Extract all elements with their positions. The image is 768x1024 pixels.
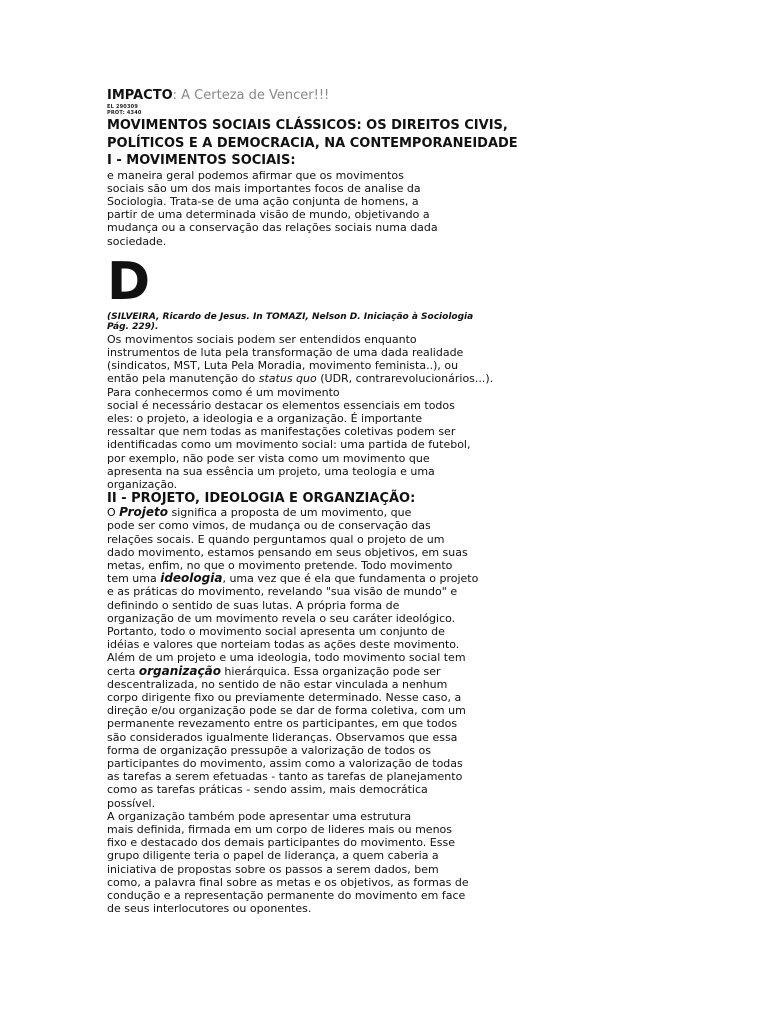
text-run: então pela manutenção do [107,372,259,386]
paragraph-line: forma de organização pressupõe a valorização de todos os [107,743,431,757]
paragraph-line: corpo dirigente fixo ou previamente determinado. Nesse caso, a [107,691,462,704]
text-run: tem uma [107,572,161,586]
paragraph-line: são considerados igualmente lideranças. Observamos que essa [107,730,458,744]
paragraph-line: Portanto, todo o movimento social apresenta um conjunto de [107,624,445,638]
paragraph-line: permanente revezamento entre os participantes, em que todos [107,717,458,731]
paragraph-line: pode ser como vimos, de mudança ou de conservação das [107,519,431,533]
section-2-body [107,506,527,915]
paragraph-line: descentralizada, no sentido de não estar vinculada a nenhum [107,677,448,691]
paragraph-line: iniciativa de propostas sobre os passos a serem dados, bem [107,862,439,876]
paragraph-line: definindo o sentido de suas lutas. A própria forma de [107,598,400,612]
intro-line: sociais são um dos mais importantes focos de analise da [107,181,421,195]
paragraph-line: grupo diligente teria o papel de liderança, a quem caberia a [107,849,439,863]
paragraph-line [107,665,527,678]
paragraph-line: relações socais. E quando perguntamos qual o projeto de um [107,532,445,546]
emphasis-projeto: Projeto [119,505,168,520]
paragraph-line: como as tarefas práticas - sendo assim, mais democrática [107,783,428,797]
paragraph-line: de seus interlocutores ou oponentes. [107,902,312,916]
paragraph-line: ressaltar que nem todas as manifestações coletivas podem ser [107,425,456,439]
emphasis-ideologia: ideologia [160,571,223,586]
paragraph-line: dado movimento, estamos pensando em seus objetivos, em suas [107,545,468,559]
text-run: significa a proposta de um movimento, que [167,506,412,520]
intro-line: partir de uma determinada visão de mundo, objetivando a [107,208,430,222]
paragraph-2 [107,333,527,386]
paragraph-line: (sindicatos, MST, Luta Pela Moradia, movimento feminista..), ou [107,359,459,373]
paragraph-line: metas, enfim, no que o movimento pretende. Todo movimento [107,558,453,572]
paragraph-line: as tarefas a serem efetuadas - tanto as tarefas de planejamento [107,770,463,784]
intro-line: Sociologia. Trata-se de uma ação conjunta de homens, a [107,194,419,208]
paragraph-line: instrumentos de luta pela transformação de uma dada realidade [107,345,464,359]
section-2-heading: II - PROJETO, IDEOLOGIA E ORGANZIAÇÃO: [107,491,416,507]
paragraph-line: Os movimentos sociais podem ser entendidos enquanto [107,332,417,346]
paragraph-line: por exemplo, não pode ser vista como um movimento que [107,451,430,465]
paragraph-line: como, a palavra final sobre as metas e os objetivos, as formas de [107,875,469,889]
intro-line: e maneira geral podemos afirmar que os movimentos [107,168,404,182]
citation-line: Pág. 229). [107,322,159,333]
intro-line: sociedade. [107,234,167,248]
text-run: O [107,506,120,520]
paragraph-line: social é necessário destacar os elementos essenciais em todos [107,398,455,412]
paragraph-line: fixo e destacado dos demais participantes do movimento. Esse [107,836,455,850]
paragraph-line: identificadas como um movimento social: uma partida de futebol, [107,438,471,452]
citation-line: (SILVEIRA, Ricardo de Jesus. In TOMAZI, Nelson D. Iniciação à Sociologia [107,311,474,322]
paragraph-line: eles: o projeto, a ideologia e a organização. É importante [107,411,423,425]
intro-paragraph [107,169,527,248]
text-run: (UDR, contrarevolucionários...). [316,372,494,386]
paragraph-line: possível. [107,796,156,810]
title-line-1: MOVIMENTOS SOCIAIS CLÁSSICOS: OS DIREITOS CIVIS, [107,118,508,133]
paragraph-line: mais definida, firmada em um corpo de lideres mais ou menos [107,823,453,837]
paragraph-line: Para conhecermos como é um movimento [107,385,340,399]
code-2: PROT: 4340 [107,110,142,116]
paragraph-line: A organização também pode apresentar uma estrutura [107,809,412,823]
text-run: hierárquica. Essa organização pode ser [220,664,441,678]
text-run: , uma vez que é ela que fundamenta o projeto [222,572,479,586]
paragraph-line: participantes do movimento, assim como a valorização de todas [107,757,463,771]
paragraph-line [107,506,527,519]
paragraph-line: organização de um movimento revela o seu caráter ideológico. [107,611,456,625]
paragraph-line [107,572,527,585]
section-1-heading: I - MOVIMENTOS SOCIAIS: [107,153,296,168]
emphasis-organizacao: organização [138,663,221,678]
paragraph-line: idéias e valores que norteiam todas as ações deste movimento. [107,638,460,652]
paragraph-line: Além de um projeto e uma ideologia, todo movimento social tem [107,651,466,665]
paragraph-line: organização. [107,477,178,491]
emphasis-status-quo: status quo [258,372,317,386]
intro-line: mudança ou a conservação das relações sociais numa dada [107,221,438,235]
slogan-separator: : [172,88,182,103]
text-run: certa [107,664,139,678]
code-1: EL 290309 [107,104,139,110]
paragraph-line: apresenta na sua essência um projeto, uma teologia e uma [107,464,435,478]
drop-cap: D [107,251,151,312]
title-line-2: POLÍTICOS E A DEMOCRACIA, NA CONTEMPORANEIDADE [107,135,518,151]
paragraph-line: direção e/ou organização pode se dar de forma coletiva, com um [107,704,466,718]
paragraph-line: e as práticas do movimento, revelando "sua visão de mundo" e [107,585,458,599]
paragraph-3 [107,386,527,492]
slogan: A Certeza de Vencer!!! [181,88,330,103]
paragraph-line: condução e a representação permanente do movimento em face [107,889,466,903]
document-page [107,88,527,915]
brand-name: IMPACTO [107,88,173,103]
paragraph-line [107,372,527,385]
header [107,88,527,104]
